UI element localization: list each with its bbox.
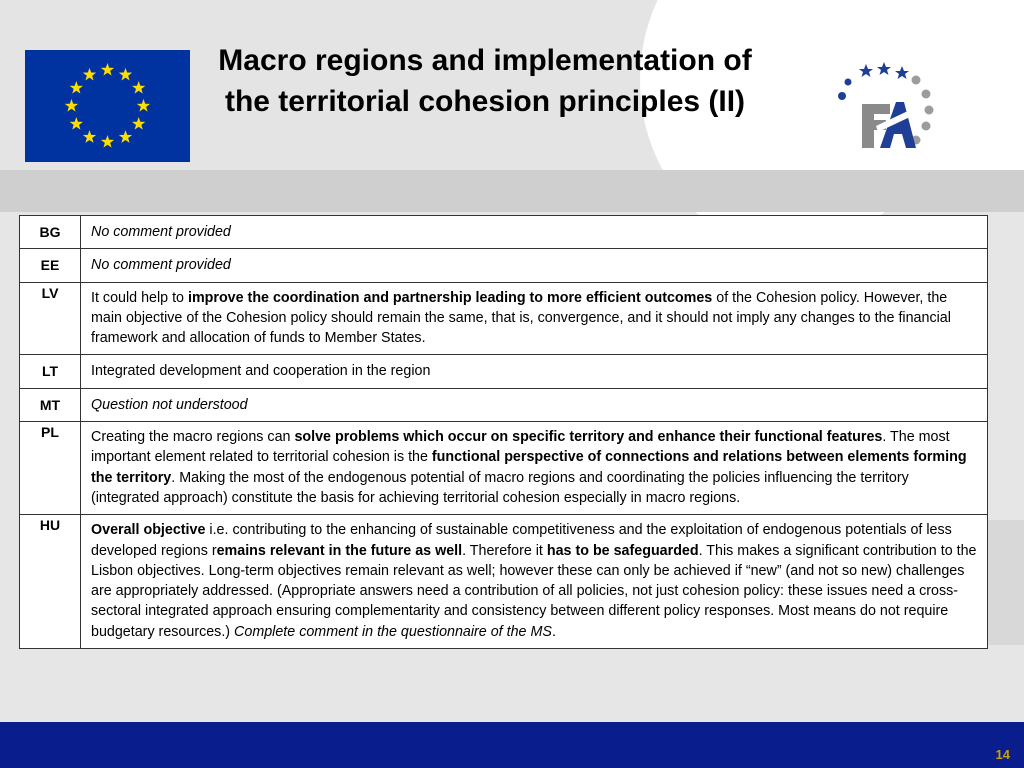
country-code: LV	[20, 282, 81, 355]
comment-text: . This makes a significant contribution to the Lisbon objectives. Long-term objectives remain relevant as well; however these can only be achieved if “new” (and not so new) challenges are appropriately addressed. (Appropriate answers need a contribution of all policies, not just cohesion policy: these issues need a cross-sectoral integrated approach ensuring complementarity and consistency between different policy responses. Most means do not require budgetary resources.)	[91, 542, 977, 640]
comment-cell	[81, 515, 988, 649]
flag-star-icon	[101, 135, 114, 148]
comment-text: . Making the most of the endogenous potential of macro regions and coordinating the policies influencing the territory (integrated approach) constitute the basis for achieving territorial cohesion especially in macro regions.	[91, 469, 909, 506]
table-row	[20, 216, 988, 249]
flag-star-icon	[132, 117, 145, 130]
flag-star-icon	[70, 117, 83, 130]
comment-text: It could help to	[91, 289, 188, 306]
comment-text: i.e. contributing to the enhancing of sustainable competitiveness and the exploitation of endogenous potentials of less developed regions r	[91, 522, 952, 559]
comment-text: No comment provided	[91, 224, 231, 240]
comment-text: solve problems which occur on specific territory and enhance their functional features	[294, 429, 883, 446]
country-code: BG	[20, 216, 81, 249]
gray-band	[0, 170, 1024, 212]
comment-text: Overall objective	[91, 522, 206, 539]
flag-star-icon	[83, 68, 96, 81]
flag-star-icon	[137, 99, 150, 112]
comment-cell	[81, 249, 988, 282]
comment-text: Complete comment in the questionnaire of the MS	[234, 623, 552, 640]
comment-cell	[81, 355, 988, 388]
comment-text: Question not understood	[91, 396, 248, 413]
page-number: 14	[995, 747, 1010, 762]
comment-text: functional perspective of connections and relations between elements forming the territory	[91, 449, 967, 486]
country-code: PL	[20, 422, 81, 515]
table-row	[20, 388, 988, 421]
comment-text: Creating the macro regions can	[91, 429, 295, 446]
country-code: MT	[20, 388, 81, 421]
table-row	[20, 282, 988, 355]
footer-bar	[0, 722, 1024, 768]
country-code: HU	[20, 515, 81, 649]
flag-star-icon	[119, 130, 132, 143]
eu-flag-icon	[25, 50, 190, 162]
flag-star-icon	[83, 130, 96, 143]
comment-text: improve the coordination and partnership leading to more efficient outcomes	[187, 289, 713, 306]
table-row	[20, 355, 988, 388]
comment-cell	[81, 422, 988, 515]
flag-star-icon	[70, 81, 83, 94]
country-code: EE	[20, 249, 81, 282]
comment-cell	[81, 388, 988, 421]
comment-text: .	[551, 623, 556, 640]
comment-cell	[81, 216, 988, 249]
comment-text: No comment provided	[91, 257, 231, 274]
table-row	[20, 249, 988, 282]
responses-table	[19, 215, 988, 649]
table-row	[20, 422, 988, 515]
table-row	[20, 515, 988, 649]
comment-text: . The most important element related to territorial cohesion is the	[91, 429, 950, 466]
fm-logo-icon	[832, 56, 942, 156]
country-code: LT	[20, 355, 81, 388]
flag-star-icon	[65, 99, 78, 112]
flag-star-icon	[132, 81, 145, 94]
slide-title: Macro regions and implementation of the territorial cohesion principles (II)	[218, 44, 752, 118]
flag-star-icon	[119, 68, 132, 81]
flag-star-icon	[101, 63, 114, 76]
comment-cell	[81, 282, 988, 355]
comment-text: Integrated development and cooperation in the region	[91, 363, 431, 380]
comment-text: has to be safeguarded	[546, 542, 699, 559]
comment-text: emains relevant in the future as well	[216, 542, 463, 559]
comment-text: of the Cohesion policy. However, the main objective of the Cohesion policy should remain the same, that is, convergence, and it should not imply any changes to the financial framework and allocation of funds to Member States.	[91, 289, 951, 347]
comment-text: . Therefore it	[462, 542, 547, 559]
